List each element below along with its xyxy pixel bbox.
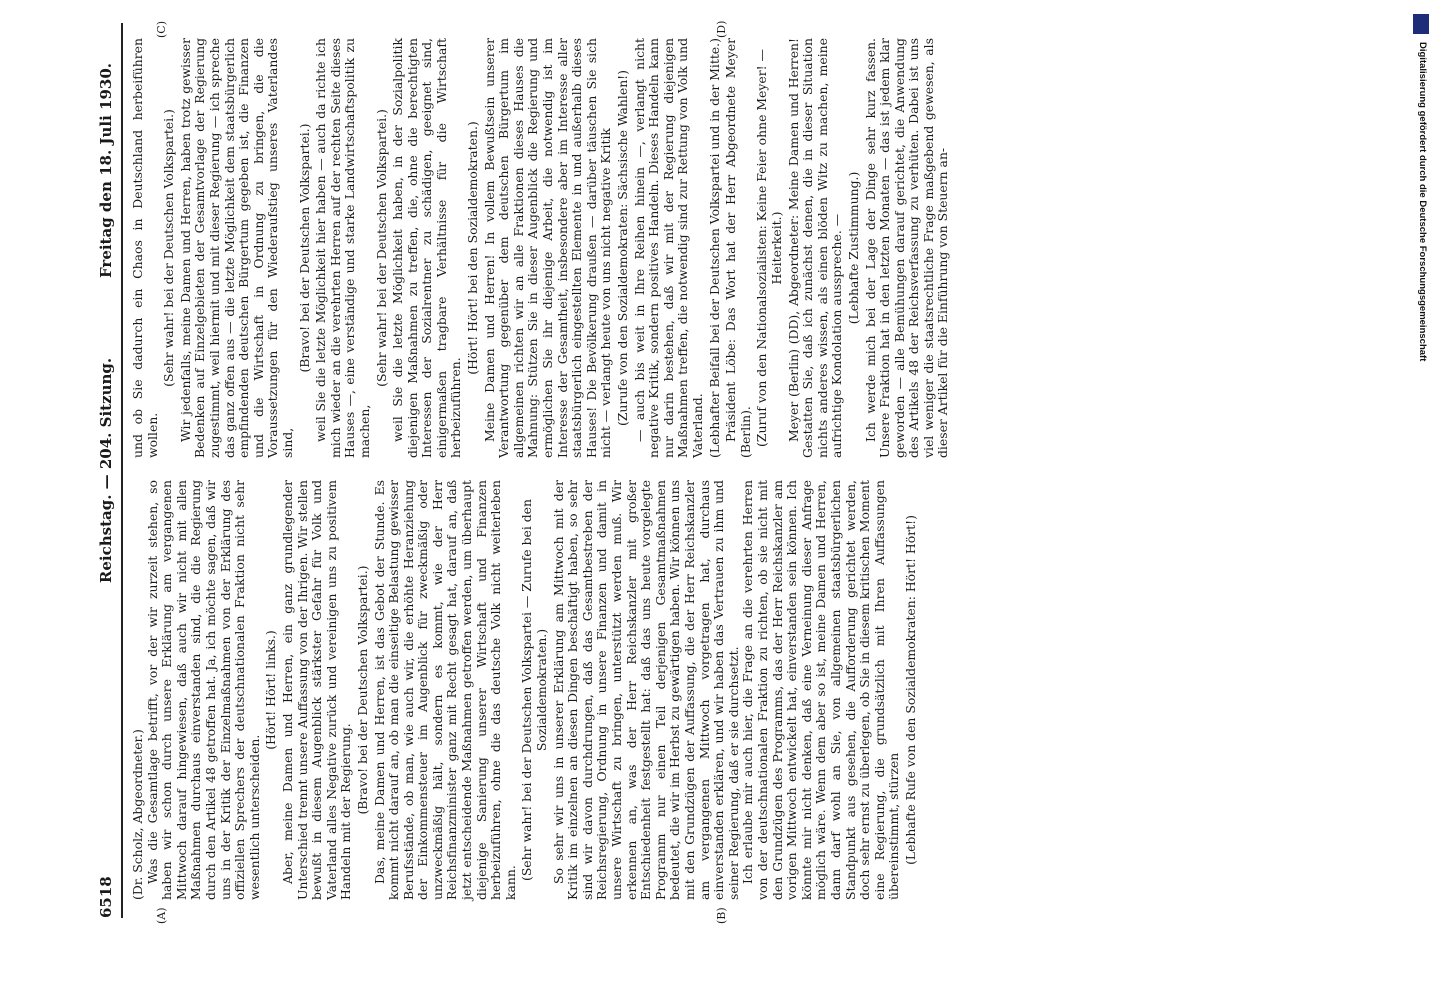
paragraph: Wir jedenfalls, meine Damen und Herren, haben trotz gewisser Bedenken auf Einzelgebieten der Gesamtvorlage der Regierung zugestimmt, weil hiermit und mit dieser Regierung — ich spreche das ganz offen aus — die letzte Möglichkeit dem staatsbürgerlich empfindenden deutschen Bürgertum gegeben ist, die Finanzen und die Wirtschaft in Ordnung zu bringen, die die Voraussetzungen für den Wiederaufstieg unseres Vaterlandes sind, [177, 38, 295, 458]
margin-mark-c: (C) [155, 21, 168, 38]
paragraph: Ich erlaube mir auch hier, die Frage an die verehrten Herren von der deutschnationalen Fraktion zu richten, ob sie nicht mit den Grundzügen des Programms, das der Herr Reichskanzler am vorigen Mittwoch entwickelt hat, einverstanden sein können. Ich könnte mir nicht denken, daß eine Verneinung dieser Anfrage möglich wäre. Wenn dem aber so ist, meine Damen und Herren, dann darf wohl an Sie, von allgemeinen staatsbürgerlichen Standpunkt aus gesehen, die Aufforderung gerichtet werden, doch sehr ernst zu überlegen, ob Sie in diesem kritischen Moment eine Regierung, die grundsätzlich mit Ihren Auffassungen übereinstimmt, stürzen [740, 480, 902, 900]
paragraph: und ob Sie dadurch ein Chaos in Deutschland herbeiführen wollen. [130, 38, 160, 458]
interjection: (Hört! Hört! bei den Sozialdemokraten.) [465, 121, 481, 375]
paragraph: (Dr. Scholz, Abgeordneter.) [130, 729, 145, 900]
session-title: Reichstag. — 204. Sitzung. [97, 357, 115, 584]
paragraph: — auch bis weit in Ihre Reihen hinein —, verlangt nicht negative Kritik, sondern positives Handeln. Dieses Handeln kann nur darin bestehen, daß wir mit der Regierung diejenigen Maßnahmen treffen, die notwendig sind zur Rettung von Volk und Vaterland. [631, 38, 705, 458]
paragraph: So sehr wir uns in unserer Erklärung am Mittwoch mit der Kritik im einzelnen an diesen Dingen beschäftigt haben, so sehr sind wir davon durchdrungen, daß das Gesamtbestreben der Reichsregierung, Ordnung in unsere Finanzen und damit in unsere Wirtschaft zu bringen, unterstützt werden muß. Wir erkennen an, was der Herr Reichskanzler mit großer Entschiedenheit festgestellt hat: daß das uns heute vorgelegte Programm nur einen Teil derjenigen Gesamtmaßnahmen bedeutet, die wir im Herbst zu gewärtigen haben. Wir können uns mit den Grundzügen der Auffassung, die der Herr Reichskanzler am vergangenen Mittwoch vorgetragen hat, durchaus einverstanden erklären, und wir haben das Vertrauen zu ihm und seiner Regierung, daß er sie durchsetzt. [550, 480, 741, 900]
dfg-logo [1413, 14, 1429, 34]
paragraph: Was die Gesamtlage betrifft, vor der wir zurzeit stehen, so haben wir schon durch unsere Erklärung am vergangenen Mittwoch darauf hingewiesen, daß auch wir nicht mit allen Maßnahmen durchaus einverstanden sind, die die Regierung durch den Artikel 48 getroffen hat. Ja, ich möchte sagen, daß wir uns in der Kritik der Einzelmaßnahmen von der Erklärung des offiziellen Sprechers der deutschnationalen Fraktion nicht sehr wesentlich unterscheiden. [144, 480, 262, 900]
interjection: (Sehr wahr! bei der Deutschen Volkspartei.) [161, 109, 177, 387]
interjection: (Sehr wahr! bei der Deutschen Volkspartei.) [373, 109, 389, 387]
paragraph: weil Sie die letzte Möglichkeit hier haben — auch da richte ich mich wieder an die verehrten Herren auf der rechten Seite dieses Hauses —, eine verständige und starke Landwirtschaftspolitik zu machen, [313, 38, 372, 458]
page-header [95, 23, 121, 918]
interjection: (Zurufe von den Sozialdemokraten: Sächsische Wahlen!) [615, 70, 630, 427]
interjection: (Bravo! bei der Deutschen Volkspartei.) [296, 123, 312, 373]
right-column [131, 38, 951, 458]
interjection: (Lebhafte Zustimmung.) [845, 171, 861, 325]
margin-mark-a: (A) [155, 907, 168, 924]
interjection: (Hört! Hört! links.) [263, 630, 279, 750]
paragraph: Meine Damen und Herren! In vollem Bewußtsein unserer Verantwortung gegenüber dem deutschen Bürgertum im allgemeinen richten wir an alle Fraktionen dieses Hauses die Mahnung: Stützen Sie in dieser Augenblick die Regierung und ermöglichen Sie ihr diejenige Arbeit, die notwendig ist im Interesse der Gesamtheit, insbesondere aber im Interesse aller staatsbürgerlich eingestellten Elemente in und außerhalb dieses Hauses! Die Bevölkerung draußen — darüber täuschen Sie sich nicht — verlangt heute von uns nicht negative Kritik [481, 38, 614, 458]
margin-mark-b: (B) [715, 907, 728, 924]
margin-mark-d: (D) [715, 20, 728, 38]
paragraph: weil Sie die letzte Möglichkeit haben, in der Sozialpolitik diejenigen Maßnahmen zu treffen, die, ohne die berechtigten Interessen der Sozialrentner zu schädigen, geeignet sind, einigermaßen tragbare Verhältnisse für die Wirtschaft herbeizuführen. [390, 38, 464, 458]
session-date: Freitag den 18. Juli 1930. [97, 63, 115, 278]
header-rule [121, 23, 123, 918]
left-column [131, 480, 920, 900]
interjection: (Lebhafter Beifall bei der Deutschen Volkspartei und in der Mitte.) [706, 38, 722, 458]
interjection: (Lebhafte Rufe von den Sozialdemokraten: Hört! Hört!) [902, 515, 918, 865]
interjection: (Bravo! bei der Deutschen Volkspartei.) [354, 565, 370, 815]
interjection: (Zuruf von den Nationalsozialisten: Keine Feier ohne Meyer! — Heiterkeit.) [754, 49, 784, 447]
paragraph: Das, meine Damen und Herren, ist das Gebot der Stunde. Es kommt nicht darauf an, ob man die einseitige Belastung gewisser Berufsstände, ob man, wie auch wir, die erhöhte Heranziehung der Einkommensteuer im Augenblick für zweckmäßig oder unzweckmäßig hält, sondern es kommt, wie der Herr Reichsfinanzminister ganz mit Recht gesagt hat, darauf an, daß jetzt entscheidende Maßnahmen getroffen werden, um überhaupt diejenige Sanierung unserer Wirtschaft und Finanzen herbeizuführen, ohne die das deutsche Volk nicht weiterleben kann. [371, 480, 518, 900]
paragraph: Meyer (Berlin) (DD), Abgeordneter: Meine Damen und Herren! Gestatten Sie, daß ich zunächst denen, die in dieser Situation nichts anderes wissen, als einen blöden Witz zu machen, meine aufrichtige Kondolation ausspreche. — [785, 38, 845, 458]
interjection: (Sehr wahr! bei der Deutschen Volkspartei — Zurufe bei den Sozialdemokraten.) [519, 499, 550, 882]
paragraph: Präsident Löbe: Das Wort hat der Herr Abgeordnete Meyer (Berlin). [723, 38, 753, 458]
side-credit [1412, 14, 1430, 964]
document-page [95, 20, 1320, 924]
page-number: 6518 [97, 876, 115, 918]
credit-text: Digitalisierung gefördert durch die Deutsche Forschungsgemeinschaft [1417, 42, 1428, 362]
paragraph: Aber, meine Damen und Herren, ein ganz grundlegender Unterschied trennt unsere Auffassung von der Ihrigen. Wir stellen bewußt in diesem Augenblick stärkster Gefahr für Volk und Vaterland alles Negative zurück und vereinigen uns zu positivem Handeln mit der Regierung. [279, 480, 354, 900]
paragraph: Ich werde mich bei der Lage der Dinge sehr kurz fassen. Unsere Fraktion hat in den letzten Monaten — das ist jedem klar geworden — alle Bemühungen darauf gerichtet, die Anwendung des Artikels 48 der Reichsverfassung zu verhüten. Dabei ist uns viel weniger die staatsrechtliche Frage maßgebend gewesen, als dieser Artikel für die Einführung von Steuern an- [862, 38, 951, 458]
